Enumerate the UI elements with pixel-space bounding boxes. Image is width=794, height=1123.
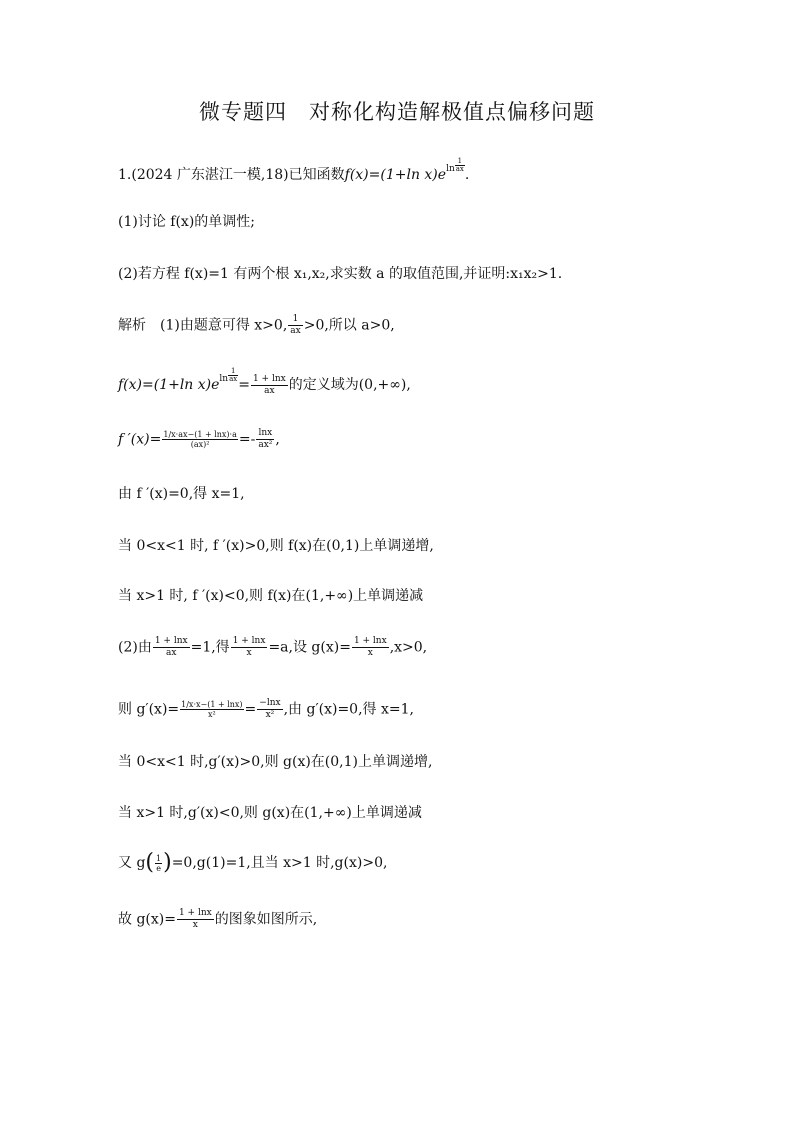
problem-number: 1. [118,167,132,183]
problem-exponent-fraction: $\frac{1}{ax}$ [455,157,464,173]
fraction: $\frac{1/x\cdot ax-(1 + \ln x)\cdot a}{\text{(ax)²}}$ [163,430,237,449]
page-title: 微专题四 对称化构造解极值点偏移问题 [199,100,595,124]
fraction: $\frac{1/x\cdot x-(1 + \ln x)}{\text{x²}}$ [181,700,243,719]
problem-statement [118,158,469,185]
solution-line-12: 故 g(x)= $\frac{1 + \ln x}{x}$ 的图象如图所示, [118,908,318,930]
fraction: $\frac{1 + \ln x}{x}$ [353,636,387,658]
problem-source: (2024 广东湛江一模,18)已知函数 [131,167,345,183]
solution-line-11: 又 g( $\frac{1}{e}$ )=0,g(1)=1,且当 x>1 时,g(x)>0, [118,850,388,875]
solution-line-10: 当 x>1 时,g′(x)<0,则 g(x)在(1,+∞)上单调递减 [118,805,422,821]
solution-line-8: 则 g′(x)= $\frac{1/x\cdot x-(1 + \ln x)}{\text{x²}}$ = $\frac{-\ln x}{\text{x²}}$ ,由 g′(x)=0,得 x=1, [118,698,414,720]
fraction: $\frac{1 + \ln x}{ax}$ [154,636,188,658]
solution-line-2: f(x)=(1+ln $x)e^{ln}$ $\frac{1}{ax}$ = $\frac{1 + \ln x}{ax}$ 的定义域为(0,+∞), [118,367,411,396]
solution-line-9: 当 0<x<1 时,g′(x)>0,则 g(x)在(0,1)上单调递增, [118,754,433,770]
solution-line-7: (2)由 $\frac{1 + \ln x}{ax}$ =1,得 $\frac{1 + \ln x}{x}$ =a,设 g(x)= $\frac{1 + \ln x}{x}$ ,x>0, [118,636,428,658]
fraction: $\frac{1 + \ln x}{x}$ [178,908,212,930]
fraction: $\frac{1 + \ln x}{ax}$ [252,373,286,396]
fraction: $\frac{-\ln x}{\text{x²}}$ [259,698,281,720]
solution-line-1: 解析 (1)由题意可得 x>0, $\frac{1}{ax}$ >0,所以 a>0, [118,314,395,336]
problem-exponent-prefix: ln [446,164,455,174]
problem-function: f(x)=(1+ln x)e [344,167,447,183]
solution-line-5: 当 0<x<1 时, f ′(x)>0,则 f(x)在(0,1)上单调递增, [118,538,434,554]
solution-line-4: 由 f ′(x)=0,得 x=1, [118,486,245,502]
exponent-fraction: $\frac{1}{ax}$ [229,367,238,383]
solution-line-6: 当 x>1 时, f ′(x)<0,则 f(x)在(1,+∞)上单调递减 [118,588,424,604]
fraction: $\frac{1 + \ln x}{x}$ [232,636,266,658]
solution-line-3: f ′(x)= $\frac{1/x\cdot ax-(1 + \ln x)\cdot a}{\text{(ax)²}}$ =- $\frac{\ln x}{\text{ax²}}$ , [118,428,280,450]
problem-end: . [464,167,470,183]
fraction: $\frac{\ln x}{\text{ax²}}$ [258,428,273,450]
fraction: $\frac{1}{e}$ [156,853,162,873]
fraction: $\frac{1}{ax}$ [290,314,301,336]
part-1: (1)讨论 f(x)的单调性; [118,214,255,230]
part-2: (2)若方程 f(x)=1 有两个根 x₁,x₂,求实数 a 的取值范围,并证明:x₁x₂>1. [118,266,563,282]
